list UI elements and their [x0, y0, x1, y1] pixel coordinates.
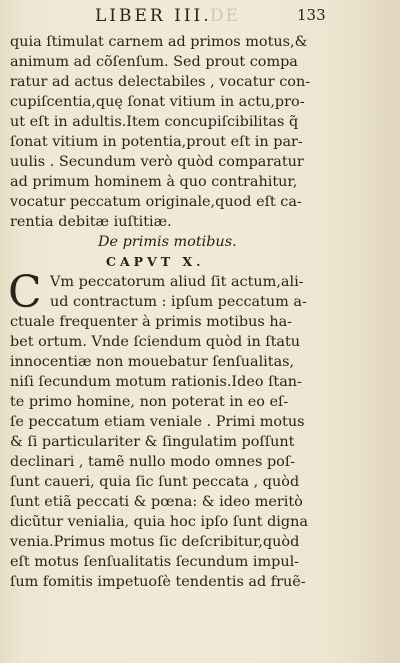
- text-line: ſunt caueri, quia ſic ſunt peccata , quòd: [10, 474, 300, 490]
- running-title: LIBER III.: [95, 6, 212, 26]
- text-line: & ſi particulariter & ſingulatim poſſunt: [10, 434, 295, 450]
- text-line: ratur ad actus delectabiles , vocatur con-: [10, 74, 311, 90]
- text-line: quia ſtimulat carnem ad primos motus,&: [10, 34, 308, 50]
- chapter-label: CAPVT X.: [106, 254, 205, 269]
- page-header: [0, 6, 400, 28]
- page-number: 133: [297, 6, 326, 24]
- page-edge-shadow: [338, 0, 400, 663]
- text-line: te primo homine, non poterat in eo eſ-: [10, 394, 289, 410]
- text-line: venia.Primus motus ſic deſcribitur,quòd: [10, 534, 300, 550]
- text-line: Vm peccatorum aliud ſit actum,ali-: [50, 274, 304, 290]
- text-line: cupiſcentia,quę ſonat vitium in actu,pro-: [10, 94, 305, 110]
- drop-cap-paragraph-start: [8, 267, 328, 318]
- drop-cap-initial: C: [8, 267, 42, 318]
- text-line: dicũtur venialia, quia hoc ipſo ſunt digna: [10, 514, 308, 530]
- text-line: ſum fomitis impetuoſè tendentis ad fruẽ-: [10, 574, 306, 590]
- text-line: bet ortum. Vnde ſciendum quòd in ſtatu: [10, 334, 301, 350]
- bleed-through-text: DE: [210, 6, 241, 26]
- text-line: ſunt etiã peccati & pœna: & ideo meritò: [10, 494, 303, 510]
- text-line: ctuale frequenter à primis motibus ha-: [10, 314, 293, 330]
- text-line: vocatur peccatum originale,quod eſt ca-: [10, 194, 302, 210]
- section-heading: De primis motibus.: [98, 234, 237, 250]
- text-line: declinari , tamẽ nullo modo omnes poſ-: [10, 454, 296, 470]
- text-line: ut eſt in adultis.Item concupiſcibilitas q̃: [10, 114, 299, 130]
- text-line: uulis . Secundum verò quòd comparatur: [10, 154, 304, 170]
- body-text: [10, 32, 328, 592]
- text-line: rentia debitæ iuſtitiæ.: [10, 214, 172, 230]
- text-line: eſt motus ſenſualitatis ſecundum impul-: [10, 554, 300, 570]
- text-line: animum ad cõſenſum. Sed prout compa: [10, 54, 298, 70]
- text-line: ud contractum : ipſum peccatum a-: [50, 294, 307, 310]
- text-line: ad primum hominem à quo contrahitur,: [10, 174, 298, 190]
- text-line: niſi ſecundum motum rationis.Ideo ſtan-: [10, 374, 302, 390]
- text-line: ſonat vitium in potentia,prout eſt in par-: [10, 134, 303, 150]
- text-line: ſe peccatum etiam veniale . Primi motus: [10, 414, 305, 430]
- text-line: innocentiæ non mouebatur ſenſualitas,: [10, 354, 295, 370]
